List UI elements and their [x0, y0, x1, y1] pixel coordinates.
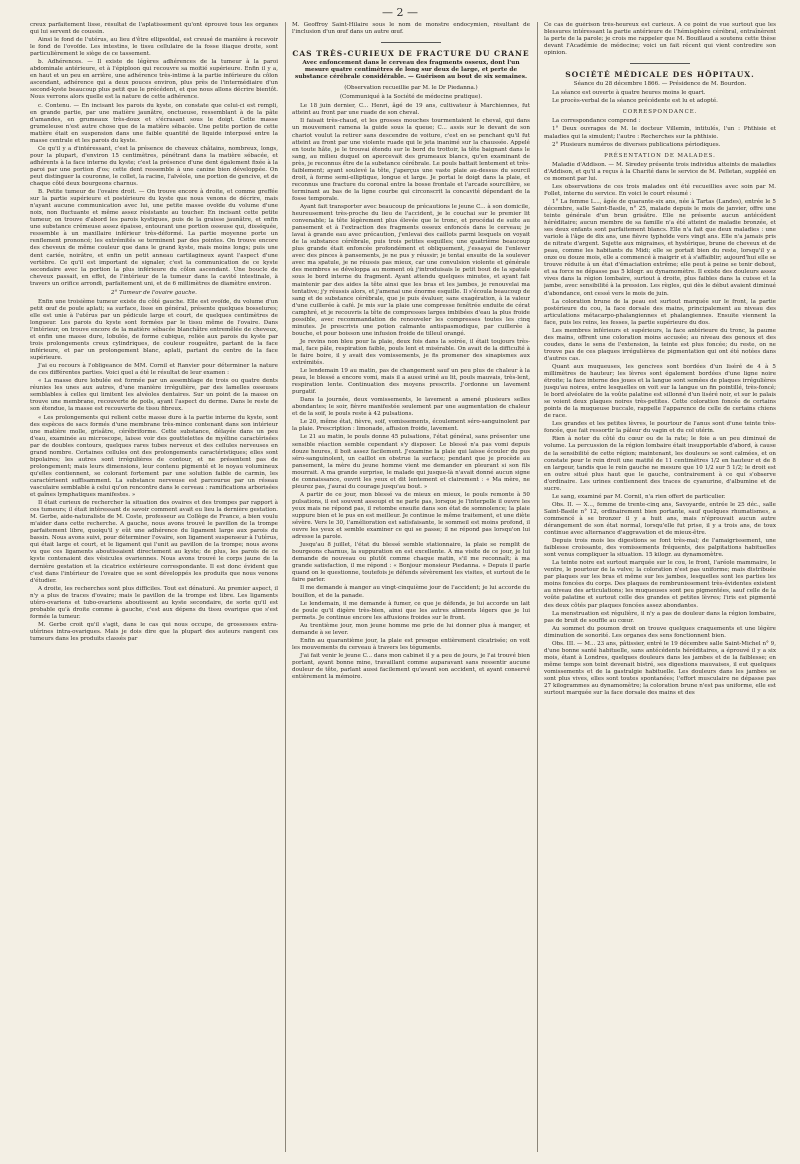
paragraph: Je revins non bleu pour la plaie, deux fois dans la soirée, il était toujours très-mal, face pâle, respiration faible, pouls lent et misérable. On avait de la difficulté à le faire boire, il y avait des vomissements, je fis promener des sinapismes aux extrémités. — [292, 338, 530, 367]
paragraph: Ce qu'il y a d'intéressant, c'est la présence de cheveux châtains, nombreux, longs, pour la plupart, d'environ 15 centimètres, pénétrant dans la matière sébacée, et adhérents à la face interne du kyste; c'est la présence d'une dent également fixée à la paroi par une portion d'os; cette dent ressemble à une canine bien développée. On peut distinguer la couronne, le collet, la racine, l'alvéole, une portion de gencive, et de chaque côté deux bourgeons charnus. — [30, 145, 278, 188]
page-number: — 2 — — [382, 6, 418, 19]
paragraph: La coloration brune de la peau est surtout marquée sur le front, la partie postérieure du cou, la face dorsale des mains, principalement au niveau des articulations métacarpo-phalangiennes et phalangiennes. Ensuite viennent la face, puis les reins, les fesses, la partie supérieure du dos. — [544, 298, 776, 326]
paragraph: Jusqu'au 8 juillet, l'état du blessé semble stationnaire, la plaie se remplit de bourgeons charnus, la suppuration en est excellente. A ma visite de ce jour, je lui demande de nouveau ou plutôt comme chaque matin, s'il me reconnaît; à ma grande satisfaction, il me répond : « Bonjour monsieur Piedanna. » Depuis il parle quand on le questionne, toutefois je défends sévèrement les visites, et surtout de le faire parler. — [292, 542, 530, 584]
column-divider — [537, 22, 538, 1152]
paragraph: Depuis trois mois les digestions se font très-mal; de l'amaigrissement, une faiblesse croissante, des vomissements fréquents, des palpitations habituelles sont venus compliquer la situation. 15 kilogr. au dynamomètre. — [544, 538, 776, 559]
society-heading: SOCIÉTÉ MÉDICALE DES HÔPITAUX. — [565, 70, 755, 80]
paragraph: Ainsi le fond de l'utérus, au lieu d'être ellipsoïdal, est creusé de manière à recevoir le fond de l'ovoïde. Les intestins, le tissu cellulaire de la fosse iliaque droite, sont particulièrement le siège de ce tassement. — [30, 37, 278, 58]
section-divider — [381, 42, 441, 43]
paragraph: Le lendemain 19 au matin, pas de changement sauf un peu plus de chaleur à la peau, le blessé a encore vomi, mais il a aussi uriné au lit, pouls mauvais, très-lent, respiration lente. Continuation des moyens prescrits. J'ordonne un lavement purgatif. — [292, 368, 530, 396]
paragraph: Les grandes et les petites lèvres, le pourtour de l'anus sont d'une teinte très-foncée, que fait ressortir la pâleur du vagin et du col utérin. — [544, 421, 776, 435]
paragraph: Le procès-verbal de la séance précédente est lu et adopté. — [552, 98, 718, 105]
paragraph: Le 20, même état, fièvre, soif, vomissements, écoulement séro-sanguinolent par la plaie. Prescription : limonade, affusion froide, lavement. — [292, 419, 530, 433]
paragraph: J'ai eu recours à l'obligeance de MM. Cornil et Ranvier pour déterminer la nature de ces différentes parties. Voici quel a été le résultat de leur examen : — [30, 363, 278, 377]
paragraph: Dans la journée, deux vomissements, le lavement a amené plusieurs selles abondantes; le soir, fièvre manifestée seulement par une augmentation de chaleur et de la soif, le pouls reste à 42 pulsations. — [292, 397, 530, 418]
observation-credit: (Observation recueillie par M. le Dr Piedanna.) — [344, 85, 478, 92]
section-subtitle: 2° Tumeur de l'ovaire gauche. — [111, 289, 197, 296]
column-left — [30, 22, 278, 1152]
section-title-presentation: PRÉSENTATION DE MALADES. — [604, 152, 716, 159]
paragraph: M. Gerbe croit qu'il s'agit, dans le cas qui nous occupe, de grossesses extra-utérines intra-ovariques. Mais je dois dire que la plupart des auteurs rangent ces tumeurs dans les produits classés par — [30, 621, 278, 642]
paragraph: A droite, les recherches sont plus difficiles. Tout est dénaturé. Au premier aspect, il n'y a plus de traces d'ovaire; mais le pavillon de la trompe est libre. Les ligaments utéro-ovariens et tubo-ovariens aboutissent au kyste secondaire, de sorte qu'il est probable qu'à droite comme à gauche, c'est aux dépens du tissu ovarique que s'est formée la tumeur. — [30, 585, 278, 620]
section-title-correspondance: CORRESPONDANCE. — [622, 109, 698, 116]
paragraph: 2° Plusieurs numéros de diverses publications périodiques. — [552, 141, 721, 148]
paragraph: Les observations de ces trois malades ont été recueillies avec soin par M. Follet, interne du service. En voici le court résumé : — [544, 183, 776, 197]
paragraph: Le 18 juin dernier, C... Henri, âgé de 19 ans, cultivateur à Marchiennes, fut atteint au front par une ruade de son cheval. — [292, 103, 530, 117]
paragraph: « Les prolongements qui relient cette masse dure à la partie interne du kyste, sont des espèces de sacs formés d'une membrane très-mince contenant dans son intérieur une matière molle, grisâtre, cérébriforme. Cette substance, délayée dans un peu d'eau, examinée au microscope, laisse voir des gouttelettes de myéline caractérisées par de doubles contours, quelques rares tubes nerveux et des cellules nerveuses en grand nombre. Certaines cellules ont des prolongements caractéristiques; elles sont bipolaires; les autres sont irrégulières de contour, et ne présentent pas de prolongement; mais leurs dimensions, leur contenu pigmenté et le noyau volumineux qu'elles contiennent, se colorant fortement par une solution faible de carmin, les caractérisent suffisamment. La substance nerveuse est parcourue par un réseau vasculaire semblable à celui qu'on rencontre dans le cerveau : ramifications arborisées et gaînes lymphatiques manifestes. » — [30, 414, 278, 499]
paragraph: creux parfaitement lisse, résultat de l'aplatissement qu'ont éprouvé tous les organes qui lui servent de coussin. — [30, 22, 278, 36]
paragraph: Le lendemain, il me demande à fumer, ce que je défends, je lui accorde un lait de poule qu'il digère très-bien, ainsi que les autres aliments légers que je lui permets. Je continue encore les affusions froides sur le front. — [292, 600, 530, 621]
paragraph: Ce cas de guérison très-heureux est curieux. A ce point de vue surtout que les blessures intéressant la partie antérieure de l'hémisphère cérébral, entraînèrent la perte de la parole; je crois me rappeler que M. Bouillaud a soutenu cette thèse devant l'Académie de médecine; voici un fait récent qui vient contredire son opinion. — [544, 22, 776, 57]
section-divider — [630, 63, 690, 64]
paragraph: Au sommet du poumon droit on trouve quelques craquements et une légère diminution de sonorité. Les organes des sens fonctionnent bien. — [544, 625, 776, 639]
paragraph: Enfin une troisième tumeur existe du côté gauche. Elle est ovoïde, du volume d'un petit œuf de poule aplati; sa surface, lisse en général, présente quelques bosselures; elle est unie à l'utérus par un pédicule large et court, de quelques centimètres de longueur. Les parois du kyste sont formées par le tissu même de l'ovaire. Dans l'intérieur, on trouve encore de la matière sébacée blanchâtre entremêlée de cheveux, et enfin une masse dure, lobulée, de forme cubique, reliée aux parois du kyste par trois prolongements creux cylindriques, de couleur rougeâtre, partant de la face inférieure, et par un prolongement blanc, aplati, partant du centre de la face supérieure. — [30, 298, 278, 362]
column-right — [544, 22, 776, 1152]
article-subheading: Avec enfoncement dans le cerveau des fragments osseux, dont l'un mesure quatre centimètres de long sur deux de large, et perte de substance cérébrale considérable. — Guérison au bout de six semaines. — [294, 60, 528, 81]
paragraph: J'ai fait venir le jeune C... dans mon cabinet il y a peu de jours, je l'ai trouvé bien portant, ayant bonne mine, travaillant comme auparavant sans ressentir aucune douleur de tête, parlant aussi facilement qu'avant son accident, et ayant conservé entièrement la mémoire. — [292, 652, 530, 681]
paragraph: La correspondance comprend : — [552, 118, 641, 125]
paragraph: Rien à noter du côté du cœur ou de la rate; le foie a un peu diminué de volume. La percussion de la région lombaire était insupportable d'abord, à cause de la sensibilité de cette région; maintenant, les douleurs se sont calmées, et on constate pour le rein droit une matité de 11 centimètres 1/2 en hauteur et de 8 en largeur, tandis que le rein gauche ne mesure que 10 1/2 sur 5 1/2; le droit est en outre situé plus haut que le gauche, contrairement à ce qui s'observe d'ordinaire. Les urines contiennent des traces de cyanurine, d'albumine et de sucre. — [544, 436, 776, 492]
paragraph: Quant aux muqueuses, les gencives sont bordées d'un liséré de 4 à 5 millimètres de hauteur; les lèvres sont également bordées d'une ligne noire étroite; la face interne des joues et la langue sont semées de plaques irrégulières jusqu'au noires, entre lesquelles on voit sur la langue un fin pointillé, très-foncé; le bord alvéolaire de la voûte palatine est sillonné d'un liséré noir, et sur le palais se voient deux plaques noires très-petites. Cette coloration foncée de certains points de la muqueuse buccale, rappelle l'apparence de celle de certains chiens de race. — [544, 363, 776, 420]
paragraph: La teinte noire est surtout marquée sur le cou, le front, l'aréole mammaire, le ventre, le pourtour de la vulve; la coloration n'est pas uniforme; mais distribuée par plaques sur les bras et même sur les jambes, lesquelles sont les parties les moins foncées du corps. Des plaques de rembrunissement très-évidentes existent au niveau des articulations; les muqueuses sont peu pigmentées, sauf celle de la voûte palatine et surtout celle des grandes et petites lèvres; l'iris est pigmenté des deux côtés par plaques foncées assez abondantes. — [544, 560, 776, 609]
paragraph: Le sang, examiné par M. Cornil, n'a rien offert de particulier. — [552, 493, 726, 500]
paragraph: 1° Deux ouvrages de M. le docteur Villemin, intitulés, l'un : Phthisie et maladies qui la simulent; l'autre : Recherches sur la phthisie. — [544, 126, 776, 140]
session-line: Séance du 28 décembre 1866. — Présidence de M. Bourdon. — [573, 81, 747, 88]
paragraph: Les membres inférieurs et supérieurs, la face antérieure du tronc, la paume des mains, offrent une coloration moins accusée; au niveau des genoux et des coudes, dans le sens de l'extension, la teinte est plus foncée; du reste, on ne trouve pas de ces plaques irrégulières de pigmentation qui ont été notées dans d'autres cas. — [544, 327, 776, 362]
paragraph: Enfin au quarantième jour, la plaie est presque entièrement cicatrisée; on voit les mouvements du cerveau à travers les téguments. — [292, 637, 530, 651]
article-heading: CAS TRÈS-CURIEUX DE FRACTURE DU CRANE — [292, 49, 530, 59]
communication-note: (Communiqué à la Société de médecine pratique). — [339, 94, 483, 101]
column-divider — [285, 22, 286, 1152]
paragraph: B. Petite tumeur de l'ovaire droit. — On trouve encore à droite, et comme greffée sur la partie supérieure et postérieure du kyste que nous venons de décrire, mais n'ayant aucune communication avec lui, une petite masse ovoïde du volume d'une noix, non fluctuante et même assez résistante au toucher. En incisant cette petite tumeur, on trouve d'abord les parois kystiques, puis de la graisse jaunâtre, et enfin une substance crémeuse assez épaisse, entourant une portion osseuse qui, disséquée, ressemble à un maxillaire inférieur très-déformé. La partie moyenne porte un renflement prononcé; les extrémités se terminent par des pointes. On trouve encore des cheveux de même couleur que dans le grand kyste, mais moins longs; puis une dent cariée, noirâtre, et enfin un petit anneau cartilagineux ayant l'aspect d'une vertèbre. Ce qu'il est important de signaler, c'est la communication de ce kyste secondaire avec la portion la plus inférieure du côlon ascendant. Une boucle de cheveux passait, en effet, de l'intérieur de la tumeur dans la cavité intestinale, à travers un orifice arrondi, parfaitement uni, et de 6 millimètres de diamètre environ. — [30, 189, 278, 287]
paragraph: A partir de ce jour, mon blessé va de mieux en mieux, le pouls remonte à 50 pulsations, il est souvent assoupi et ne parle pas, lorsque je l'interpelle il ouvre les yeux mais ne répond pas, il retombe ensuite dans son état de somnolence; la plaie suppure bien et le pus en est meilleur. Je continue le même traitement, et une diète sévère. Vers le 30, l'amélioration est satisfaisante, le sommeil est moins profond, il ouvre les yeux et semble examiner ce qui se passe; il ne répond pas lorsqu'on lui adresse la parole. — [292, 491, 530, 541]
column-middle — [292, 22, 530, 1152]
paragraph: Il me demande à manger au vingt-cinquième jour de l'accident; je lui accorde du bouillon, et de la panade. — [292, 585, 530, 599]
paragraph: La menstruation est régulière, il n'y a pas de douleur dans la région lombaire, pas de bruit de souffle au cœur. — [544, 610, 776, 624]
paragraph: M. Geoffroy Saint-Hilaire sous le nom de monstre endocymien, résultant de l'inclusion d'un œuf dans un autre œuf. — [292, 22, 530, 36]
paragraph: Il était curieux de rechercher la situation des ovaires et des trompes par rapport à ces tumeurs; il était intéressant de savoir comment avait eu lieu la dernière gestation. M. Gerbe, aide-naturaliste de M. Coste, professeur au Collège de France, a bien voulu m'aider dans cette recherche. A gauche, nous avons trouvé le pavillon de la trompe parfaitement libre, quoiqu'il y eût une adhérence du ligament large aux parois du bassin. Nous avons suivi, pour déterminer l'ovaire, son ligament suspenseur à l'utérus, qui était large et court, et le ligament qui l'unit au pavillon de la trompe; nous avons vu que ces ligaments aboutissaient directement au kyste; de plus, les parois de ce kyste contenaient des vésicules ovariennes. Nous avons trouvé le corps jaune de la dernière gestation et la cicatrice extérieure correspondante. Il est donc évident que c'est dans l'intérieur de l'ovaire que se sont développés les produits que nous venons d'étudier. — [30, 500, 278, 584]
paragraph: Ayant fait transporter avec beaucoup de précautions le jeune C... à son domicile, heureusement très-proche du lieu de l'accident, je le couchai sur le premier lit convenable; la tête légèrement plus élevée que le tronc, et procédai de suite au pansement et à l'extraction des fragments osseux enfoncés dans le cerveau; je lavai à grande eau avec précaution, j'enlevai des caillots parmi lesquels on voyait de la substance cérébrale, puis trois petites esquilles; une quatrième beaucoup plus grande était enfoncée profondément et obliquement, j'essayai de l'enlever avec des pinces à pansements, je ne pus y réussir; je tentai ensuite de la soulever avec ma spatule, je ne réussis pas mieux, car une convulsion violente et générale des membres se développa au moment où j'introduisais le petit bout de la spatule sous le bord interne du fragment. Ayant attendu quelques minutes, et ayant fait maintenir par des aides la tête ainsi que les bras et les jambes, je renouvelai ma tentative; j'y réussis alors, et j'amenai une énorme esquille. Il s'écoula beaucoup de sang et de substance cérébrale, que je puis évaluer, sans exagération, à la valeur d'une cuillerée à café. Je mis sur la plaie une compresse fenêtrée enduite de cérat camphré, et je recouvris la tête de compresses larges imbibées d'eau la plus froide possible, avec recommandation de renouveler les compresses toutes les cinq minutes. Je prescrivis une potion calmante antispasmodique, par cuillerée à bouche, et pour boisson une infusion froide de tilleul orangé. — [292, 203, 530, 337]
paragraph: b. Adhérences. — Il existe de légères adhérences de la tumeur à la paroi abdominale antérieure, et à l'épiploon qui recouvre sa moitié supérieure. Enfin il y a, en haut et un peu en arrière, une adhérence très-intime à la partie inférieure du côlon ascendant, adhérence qui a deux pouces environ, plus près de l'intermédiaire d'un second-kyste beaucoup plus petit que le précédent, et que nous allons décrire bientôt. Nous verrons alors quelle est la nature de cette adhérence. — [30, 59, 278, 101]
paragraph: Le 21 au matin, le pouls donne 45 pulsations, l'état général, sans présenter une sensible réaction semble cependant s'y disposer. Le blessé n'a pas vomi depuis douze heures, il boit assez facilement. J'examine la plaie qui laisse écouler du pus séro-sanguinolent, un caillot en obstrue la surface; pendant que je procède au pansement, la mère du jeune homme vient me demander en pleurant si son fils mourrait. A ma grande surprise, le malade qui jusque-là n'avait donné aucun signe de connaissance, ouvrit les yeux et dit lentement et clairement : « Ma mère, ne pleurez pas, j'aurai du courage jusqu'au bout. » — [292, 434, 530, 490]
paragraph: La séance est ouverte à quatre heures moins le quart. — [552, 90, 706, 97]
paragraph: Obs. III. — M... 23 ans, pâtissier, entré le 19 décembre salle Saint-Michel n° 9, d'une bonne santé habituelle, sans antécédents héréditaires, a éprouvé il y a six mois, étant à Londres, quelques douleurs dans les jambes et de la faiblesse; en même temps son teint devenait bistré, ses digestions mauvaises, il eut quelques vomissements et de la gastralgie habituelle. Les douleurs dans les jambes se sont plus vives, elles sont toutes spontanées; l'effort musculaire ne dépasse pas 27 kilogrammes au dynamomètre; la coloration brune n'est pas uniforme, elle est surtout marquée sur la face dorsale des mains et des — [544, 640, 776, 697]
paragraph: c. Contenu. — En incisant les parois du kyste, on constate que celui-ci est rempli, en grande partie, par une matière jaunâtre, onctueuse, ressemblant à de la pâte d'amandes, en grumeaux très-doux et s'écrasant sous le doigt. Cette masse grumeleuse n'est autre chose que de la matière sébacée. Une petite portion de cette matière était en suspension dans une faible quantité de liquide interposé entre la masse centrale et les parois du kyste. — [30, 102, 278, 144]
paragraph: « La masse dure lobulée est formée par un assemblage de trois ou quatre dents réunies les unes aux autres, d'une manière irrégulière, par des lamelles osseuses semblables à celles qui limitent les alvéoles dentaires. Sur un point de la masse on trouve une membrane, recouverte de poils, ayant l'aspect du derme. Dans le reste de son étendue, la masse est recouverte de tissu fibreux. — [30, 378, 278, 413]
paragraph: Il faisait très-chaud, et les grosses mouches tourmentaient le cheval, qui dans un mouvement ramena la guide sous la queue; C... assis sur le devant de son chariot voulut la retirer sans descendre de voiture, c'est en se penchant qu'il fut atteint au front par une violente ruade qui le jeta inanimé sur la chaussée. Appelé en toute hâte, je le trouvai étendu sur le bord du trottoir, la tête baignant dans le sang, au milieu duquel on apercevait des grumeaux blancs, qu'en examinant de près, je reconnus être de la substance cérébrale. Le pouls battait lentement et très-faiblement; ayant soulevé la tête, j'aperçus une vaste plaie au-dessus du sourcil droit, à forme semi-elliptique, longue et large. Je portai le doigt dans la plaie, et reconnus une fracture du coronal entre la bosse frontale et l'arcade sourcilière, se terminant au bas de la ligne courbe qui circonscrit la concavité dépendant de la fosse temporale. — [292, 118, 530, 202]
paragraph: Au trentième jour, mon jeune homme me prie de lui donner plus à manger, et demande à se lever. — [292, 622, 530, 636]
paragraph: Obs. II. — X..., femme de trente-cinq ans, Savoyarde, entrée le 25 déc., salle Saint-Basile n° 12, ordinairement bien portante, sauf quelques rhumatismes, a commencé à se bronzer il y a huit ans, mais n'éprouvait aucun autre dérangement de son état normal, lorsqu'elle fut prise, il y a trois ans, de toux continue avec alternance d'aggravation et de mieux-être. — [544, 501, 776, 537]
paragraph: Maladie d'Addison. — M. Siredey présente trois individus atteints de maladies d'Addison, et qu'il a reçus à la Charité dans le service de M. Pelletan, suppléé en ce moment par lui. — [544, 161, 776, 182]
paragraph: 1° La femme L..., âgée de quarante-six ans, née à Tartas (Landes), entrée le 5 décembre, salle Saint-Basile, n° 25, malade depuis le mois de janvier, offre une teinte générale d'un brun grisâtre. Elle ne présente aucun antécédent héréditaire; aucun membre de sa famille n'a été atteint de maladie bronzée, et ses deux enfants sont parfaitement blancs. Elle n'a fait que deux maladies : une variole à l'âge de dix ans, une fièvre typhoïde vers vingt ans. Elle n'a jamais pris de nitrate d'argent. Sujette aux migraines, et hystérique, brune de cheveux et de peau, comme les habitants du Midi; elle se portait bien du reste, lorsqu'il y a onze ou douze mois, elle a commencé à maigrir et à s'affaiblir; aujourd'hui elle se trouve réduite à un état d'émaciation extrême; elle peut à peine se tenir debout, et sa force ne dépasse pas 5 kilogr. au dynamomètre. Il existe des douleurs assez vives dans la région lombaire, surtout à droite, plus faibles dans la cuisse et la jambe, avec sensibilité à la pression. Les règles, qui dès le début avaient diminué d'abondance, ont cessé vers le mois de juin. — [544, 198, 776, 297]
